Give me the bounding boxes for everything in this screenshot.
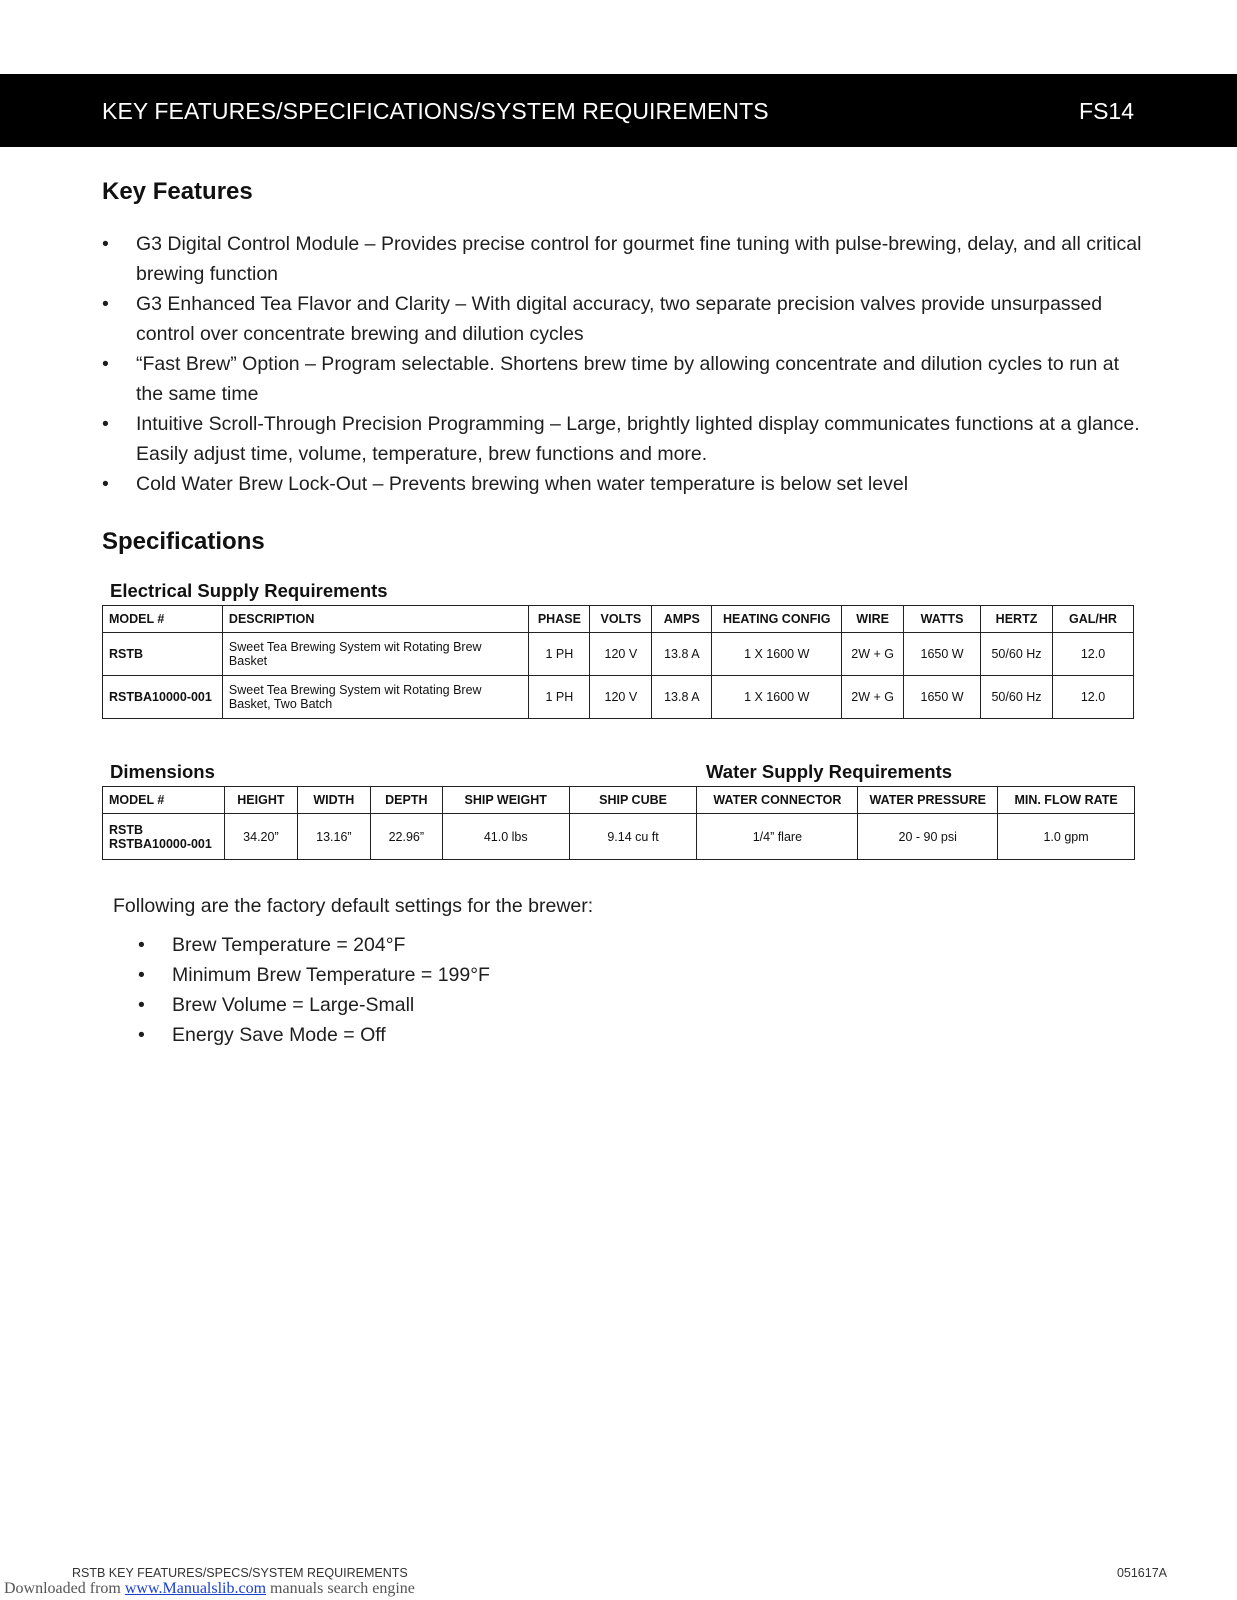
key-features-list: [102, 229, 1142, 499]
bullet-icon: •: [102, 233, 109, 255]
table-cell: 13.16”: [297, 814, 370, 860]
column-header: WATTS: [904, 606, 981, 633]
watermark-suffix: manuals search engine: [266, 1580, 415, 1597]
table-cell: Sweet Tea Brewing System wit Rotating Brew Basket, Two Batch: [222, 676, 528, 719]
table-row: [103, 633, 1134, 676]
table-header-row: [103, 606, 1134, 633]
column-header: SHIP CUBE: [569, 787, 697, 814]
column-header: GAL/HR: [1052, 606, 1133, 633]
column-header: HEIGHT: [224, 787, 297, 814]
table-cell: RSTBA10000-001: [103, 676, 223, 719]
dimensions-heading: Dimensions: [110, 761, 215, 782]
list-item: • Minimum Brew Temperature = 199°F: [138, 960, 490, 990]
electrical-heading: Electrical Supply Requirements: [110, 580, 388, 601]
document-code: FS14: [1079, 98, 1134, 124]
page-title: KEY FEATURES/SPECIFICATIONS/SYSTEM REQUIREMENTS: [102, 98, 769, 124]
table-cell: 1 PH: [529, 676, 590, 719]
bullet-icon: •: [102, 353, 109, 375]
table-cell: [103, 814, 225, 860]
table-cell: 50/60 Hz: [981, 633, 1053, 676]
footer-revision-code: 051617A: [1116, 1566, 1167, 1580]
table-cell: 41.0 lbs: [442, 814, 569, 860]
table-cell: 34.20”: [224, 814, 297, 860]
column-header: WATER PRESSURE: [858, 787, 998, 814]
header-bar: [0, 74, 1237, 147]
table-cell: 20 - 90 psi: [858, 814, 998, 860]
table-cell: RSTB: [103, 633, 223, 676]
table-row: [103, 676, 1134, 719]
list-item: • “Fast Brew” Option – Program selectable. Shortens brew time by allowing concentrate and dilution cycles to run at the same time: [102, 349, 1142, 409]
column-header: VOLTS: [590, 606, 652, 633]
table-cell: 12.0: [1052, 633, 1133, 676]
bullet-icon: •: [102, 413, 109, 435]
table-cell: 1650 W: [904, 633, 981, 676]
dimensions-table: [102, 786, 1135, 860]
column-header: HERTZ: [981, 606, 1053, 633]
table-cell: 2W + G: [842, 633, 904, 676]
water-supply-heading: Water Supply Requirements: [706, 761, 953, 782]
bullet-icon: •: [102, 293, 109, 315]
watermark-prefix: Downloaded from: [4, 1580, 125, 1597]
column-header: WATER CONNECTOR: [697, 787, 858, 814]
table-cell: 2W + G: [842, 676, 904, 719]
table-cell: 1 PH: [529, 633, 590, 676]
bullet-icon: •: [102, 473, 109, 495]
column-header: DESCRIPTION: [222, 606, 528, 633]
bullet-icon: •: [138, 934, 145, 956]
manualslib-link[interactable]: www.Manualslib.com: [124, 1580, 267, 1597]
specifications-heading: Specifications: [102, 528, 265, 555]
list-item: • Brew Temperature = 204°F: [138, 930, 490, 960]
column-header: WIDTH: [297, 787, 370, 814]
column-header: MIN. FLOW RATE: [998, 787, 1135, 814]
column-header: MODEL #: [103, 606, 223, 633]
table-cell: 13.8 A: [652, 676, 712, 719]
table-cell: 120 V: [590, 633, 652, 676]
list-item: • Intuitive Scroll-Through Precision Programming – Large, brightly lighted display communicates functions at a glance. Easily adjust time, volume, temperature, brew functions and more.: [102, 409, 1142, 469]
column-header: DEPTH: [370, 787, 442, 814]
model-number: RSTBA10000-001: [109, 836, 212, 851]
table-cell: 50/60 Hz: [981, 676, 1053, 719]
defaults-intro: Following are the factory default settings for the brewer:: [113, 895, 594, 917]
list-item: • G3 Digital Control Module – Provides precise control for gourmet fine tuning with pulse-brewing, delay, and all critical brewing function: [102, 229, 1142, 289]
table-cell: 22.96”: [370, 814, 442, 860]
table-cell: 1650 W: [904, 676, 981, 719]
list-item: • Cold Water Brew Lock-Out – Prevents brewing when water temperature is below set level: [102, 469, 1142, 499]
table-cell: 13.8 A: [652, 633, 712, 676]
list-item: • G3 Enhanced Tea Flavor and Clarity – With digital accuracy, two separate precision valves provide unsurpassed control over concentrate brewing and dilution cycles: [102, 289, 1142, 349]
table-cell: 1 X 1600 W: [712, 633, 842, 676]
bullet-icon: •: [138, 1024, 145, 1046]
column-header: WIRE: [842, 606, 904, 633]
table-cell: 1.0 gpm: [998, 814, 1135, 860]
table-cell: 1/4” flare: [697, 814, 858, 860]
column-header: MODEL #: [103, 787, 225, 814]
list-item: • Energy Save Mode = Off: [138, 1020, 490, 1050]
column-header: AMPS: [652, 606, 712, 633]
table-cell: 120 V: [590, 676, 652, 719]
column-header: HEATING CONFIG: [712, 606, 842, 633]
model-number: RSTB: [109, 822, 144, 837]
footer-document-title: RSTB KEY FEATURES/SPECS/SYSTEM REQUIREMENTS: [72, 1566, 408, 1580]
download-watermark: [4, 1580, 415, 1598]
table-header-row: [103, 787, 1135, 814]
defaults-list: [138, 930, 490, 1050]
table-cell: 9.14 cu ft: [569, 814, 697, 860]
table-cell: Sweet Tea Brewing System wit Rotating Brew Basket: [222, 633, 528, 676]
table-cell: 12.0: [1052, 676, 1133, 719]
list-item: • Brew Volume = Large-Small: [138, 990, 490, 1020]
column-header: SHIP WEIGHT: [442, 787, 569, 814]
column-header: PHASE: [529, 606, 590, 633]
bullet-icon: •: [138, 994, 145, 1016]
electrical-table: [102, 605, 1134, 719]
table-row: [103, 814, 1135, 860]
key-features-heading: Key Features: [102, 178, 253, 205]
table-cell: 1 X 1600 W: [712, 676, 842, 719]
bullet-icon: •: [138, 964, 145, 986]
